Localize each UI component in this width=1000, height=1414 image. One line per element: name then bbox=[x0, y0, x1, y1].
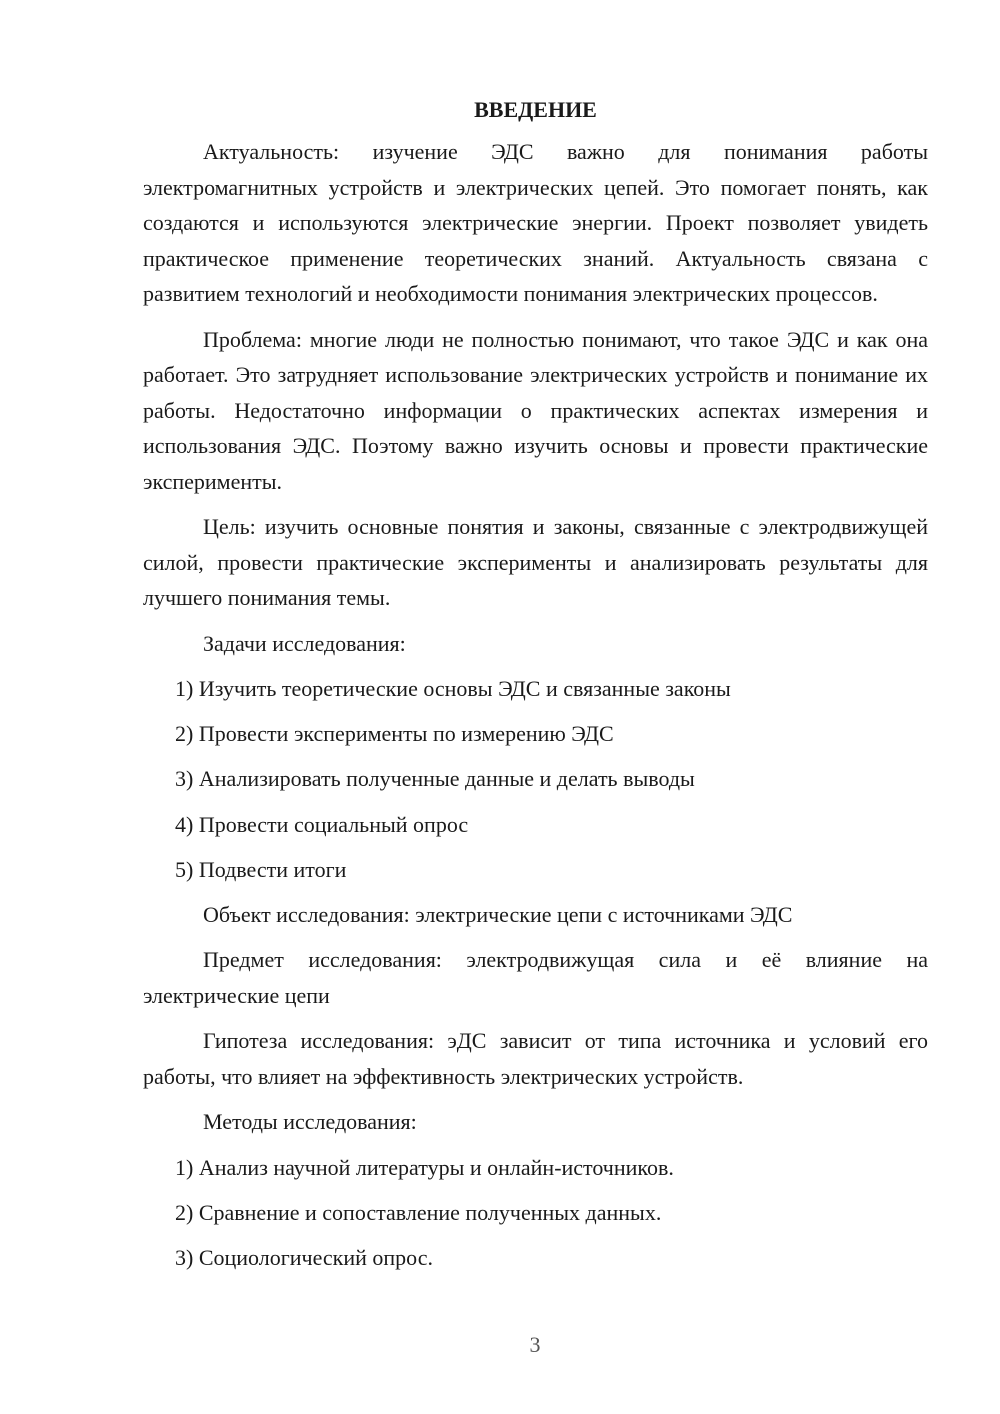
document-page bbox=[143, 92, 928, 1286]
tasks-heading: Задачи исследования: bbox=[203, 630, 406, 656]
list-item: 2) Сравнение и сопоставление полученных данных. bbox=[175, 1200, 662, 1226]
tasks-list bbox=[143, 671, 928, 887]
problem-paragraph: Проблема: многие люди не полностью понимают, что такое ЭДС и как она работает. Это затрудняет использование электрических устройств и понимание их работы. Недостаточно информации о практических аспектах измерения и использования ЭДС. Поэтому важно изучить основы и провести практические эксперименты. bbox=[143, 326, 928, 494]
list-item: 2) Провести эксперименты по измерению ЭДС bbox=[175, 721, 614, 747]
page-number: 3 bbox=[529, 1332, 541, 1357]
list-item: 1) Анализ научной литературы и онлайн-источников. bbox=[175, 1154, 674, 1180]
list-item: 4) Провести социальный опрос bbox=[175, 811, 469, 837]
relevance-paragraph: Актуальность: изучение ЭДС важно для понимания работы электромагнитных устройств и электрических цепей. Это помогает понять, как создаются и используются электрические энергии. Проект позволяет увидеть практическое применение теоретических знаний. Актуальность связана с развитием технологий и необходимости понимания электрических процессов. bbox=[143, 139, 928, 306]
methods-heading: Методы исследования: bbox=[203, 1109, 417, 1135]
section-title: ВВЕДЕНИЕ bbox=[474, 97, 597, 122]
methods-list bbox=[143, 1150, 928, 1276]
hypothesis-paragraph: Гипотеза исследования: эДС зависит от типа источника и условий его работы, что влияет на эффективность электрических устройств. bbox=[143, 1028, 928, 1089]
list-item: 1) Изучить теоретические основы ЭДС и связанные законы bbox=[175, 676, 731, 701]
object-paragraph: Объект исследования: электрические цепи с источниками ЭДС bbox=[203, 901, 793, 927]
subject-paragraph: Предмет исследования: электродвижущая сила и её влияние на электрические цепи bbox=[143, 947, 928, 1008]
goal-paragraph: Цель: изучить основные понятия и законы, связанные с электродвижущей силой, провести практические эксперименты и анализировать результаты для лучшего понимания темы. bbox=[143, 514, 928, 610]
list-item: 3) Социологический опрос. bbox=[175, 1245, 433, 1271]
list-item: 5) Подвести итоги bbox=[175, 856, 347, 882]
list-item: 3) Анализировать полученные данные и делать выводы bbox=[175, 766, 695, 792]
